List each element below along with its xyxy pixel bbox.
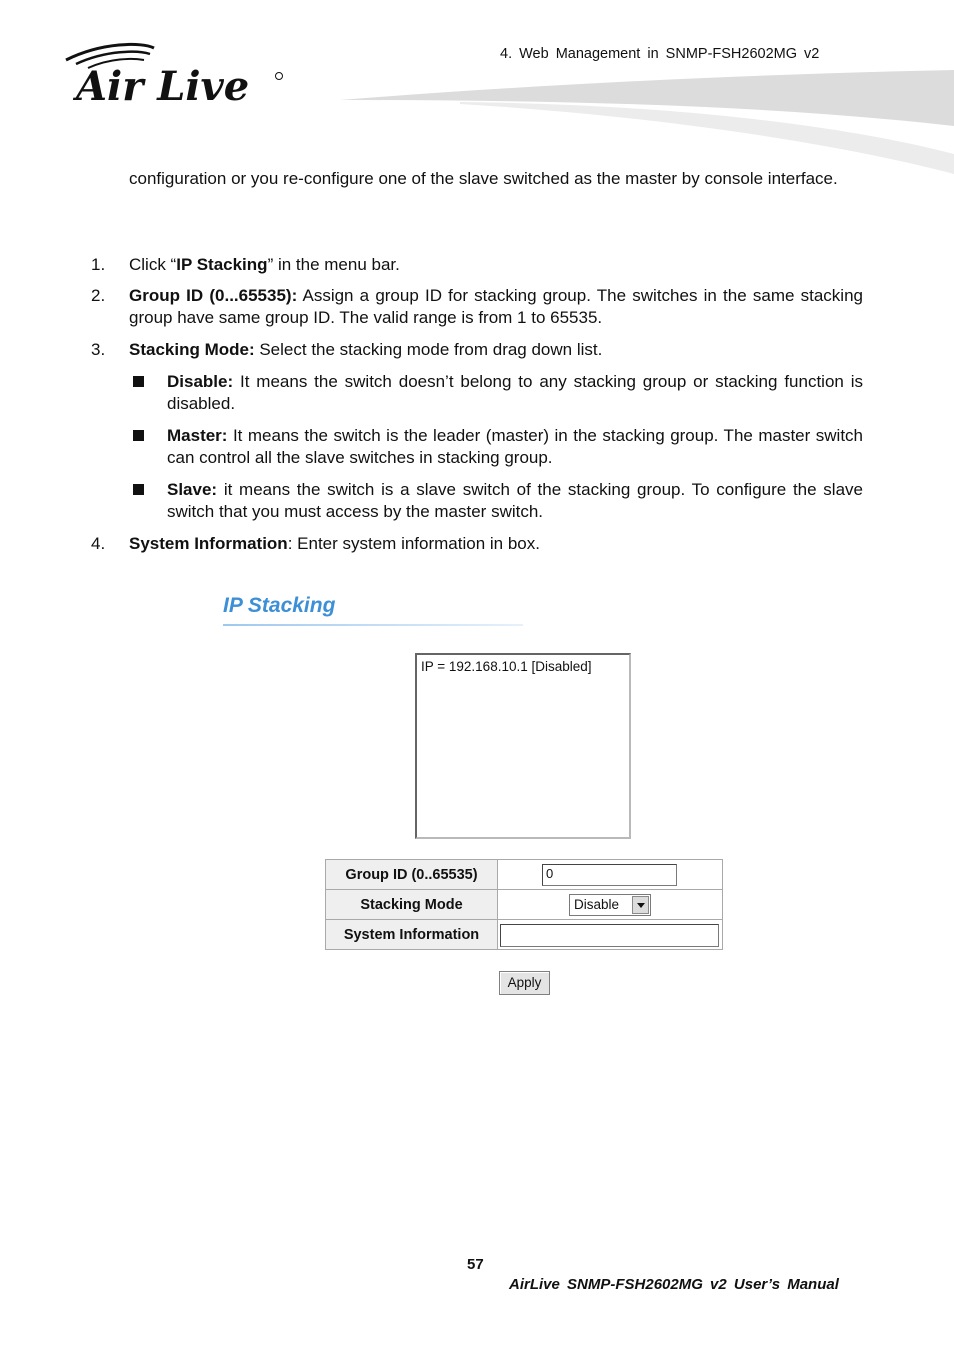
stacking-mode-value: Disable bbox=[574, 897, 620, 912]
airlive-logo bbox=[62, 40, 292, 110]
stacking-mode-select[interactable] bbox=[569, 894, 651, 916]
step-number: 2. bbox=[91, 286, 106, 305]
svg-text:Air Live: Air Live bbox=[76, 63, 250, 110]
ip-stacking-title: IP Stacking bbox=[223, 594, 336, 617]
bullet-square-icon bbox=[133, 484, 144, 495]
system-info-input[interactable] bbox=[500, 924, 719, 947]
manual-title: AirLive SNMP-FSH2602MG v2 User’s Manual bbox=[509, 1276, 839, 1293]
bullet-disable: Disable: It means the switch doesn’t belong to any stacking group or stacking function is disabled. bbox=[167, 372, 863, 413]
bullet-master: Master: It means the switch is the leader (master) in the stacking group. The master switch can control all the slave switches in stacking group. bbox=[167, 426, 863, 467]
bullet-square-icon bbox=[133, 430, 144, 441]
page-number: 57 bbox=[467, 1256, 484, 1273]
step-2-keyword: Group ID (0...65535): bbox=[129, 286, 298, 305]
bullet-square-icon bbox=[133, 376, 144, 387]
step-number: 4. bbox=[91, 534, 106, 553]
system-info-label: System Information bbox=[326, 920, 498, 950]
step-number: 1. bbox=[91, 255, 106, 274]
bullet-slave: Slave: it means the switch is a slave switch of the stacking group. To configure the slave switch that you must access by the master switch. bbox=[167, 480, 863, 521]
intro-paragraph: configuration or you re-configure one of the slave switched as the master by console interface. bbox=[129, 169, 838, 188]
chapter-header: 4. Web Management in SNMP-FSH2602MG v2 bbox=[500, 46, 820, 62]
group-id-label: Group ID (0..65535) bbox=[326, 860, 498, 890]
step-4-text: System Information: Enter system information in box. bbox=[129, 534, 540, 553]
header-swoosh-decoration bbox=[340, 64, 954, 184]
title-underline bbox=[223, 624, 523, 626]
group-id-input[interactable]: 0 bbox=[542, 864, 677, 886]
step-3-text: Stacking Mode: Select the stacking mode from drag down list. bbox=[129, 340, 603, 359]
step-number: 3. bbox=[91, 340, 106, 359]
step-1-text: Click “IP Stacking” in the menu bar. bbox=[129, 255, 400, 274]
step-2-text: Group ID (0...65535): Assign a group ID for stacking group. The switches in the same stacking group have same group ID. The valid range is from 1 to 65535. bbox=[129, 286, 863, 327]
dropdown-button[interactable] bbox=[632, 896, 649, 914]
stacking-ip-listbox[interactable] bbox=[415, 653, 631, 839]
stacking-mode-label: Stacking Mode bbox=[326, 890, 498, 920]
chevron-down-icon bbox=[637, 903, 645, 908]
step-4-keyword: System Information bbox=[129, 534, 288, 553]
step-3-keyword: Stacking Mode: bbox=[129, 340, 255, 359]
step-1-keyword: IP Stacking bbox=[176, 255, 268, 274]
listbox-item[interactable]: IP = 192.168.10.1 [Disabled] bbox=[421, 659, 592, 674]
apply-button[interactable]: Apply bbox=[499, 971, 550, 995]
